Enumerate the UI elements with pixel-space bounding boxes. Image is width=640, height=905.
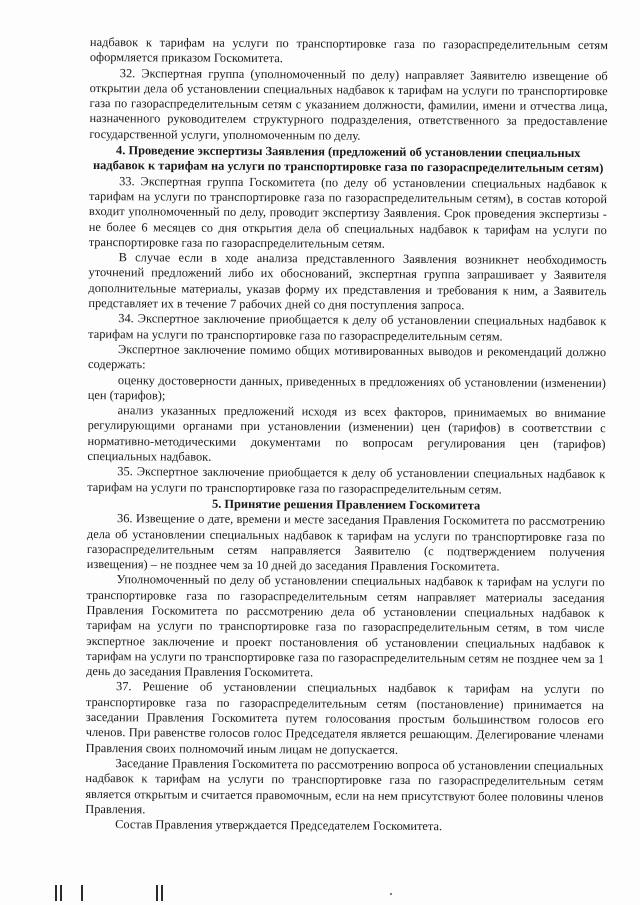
paragraph: 34. Экспертное заключение приобщается к делу об установлении специальных надбавок к тарифам на услуги по транспортировке газа по газораспределительным сетям.	[88, 311, 607, 344]
paragraph: Уполномоченный по делу об установлении специальных надбавок к тарифам на услуги по транспортировке газа по газораспределительным сетям направляет материалы заседания Правления Госкомитета по рассмотрению дела об установлении специальных надбавок к тарифам на услуги по транспортировке газа по газораспределительным сетям, в том числе экспертное заключение и проект постановления об установлении специальных надбавок к тарифам на услуги по транспортировке газа по газораспределительным сетям не позднее чем за 1 день до заседания Правления Госкомитета.	[86, 572, 605, 680]
paragraph: оценку достоверности данных, приведенных в предложениях об установлении (изменении) цен (тарифов);	[87, 372, 606, 403]
paragraph: 37. Решение об установлении специальных надбавок к тарифам на услуги по транспортировке газа по газораспределительным сетям (постановление) принимается на заседании Правления Госкомитета путем голосования простым большинством голосов его членов. При равенстве голосов голос Председателя является решающим. Делегирование членами Правления своих полномочий иным лицам не допускается.	[85, 679, 605, 757]
section-heading: 4. Проведение экспертизы Заявления (предложений об установлении специальных надбавок к тарифам на услуги по транспортировке газа по газораспределительным сетям)	[92, 143, 604, 176]
section-heading: 5. Принятие решения Правлением Госкомитета	[211, 496, 481, 513]
paragraph: 35. Экспертное заключение приобщается к делу об установлении специальных надбавок к тарифам на услуги по транспортировке газа по газораспределительным сетям.	[87, 464, 606, 497]
paragraph: В случае если в ходе анализа представленного Заявления возникнет необходимость уточнений предложений либо их обоснований, экспертная группа запрашивает у Заявителя дополнительные материалы, указав форму их представления и требования к ним, а Заявитель представляет их в течение 7 рабочих дней со дня поступления запроса.	[88, 250, 607, 313]
paragraph: 36. Извещение о дате, времени и месте заседания Правления Госкомитета по рассмотрению дела об установлении специальных надбавок к тарифам на услуги по транспортировке газа по газораспределительным сетям направляется Заявителю (с подтверждением получения извещения) – не позднее чем за 10 дней до заседания Правления Госкомитета.	[86, 511, 606, 574]
paragraph: анализ указанных предложений исходя из всех факторов, принимаемых во внимание регулирующими органами при установлении (изменении) цен (тарифов) в соответствии с нормативно-методическими документами по вопросам регулирования цен (тарифов) специальных надбавок.	[87, 403, 606, 464]
paragraph: 33. Экспертная группа Госкомитета (по делу об установлении специальных надбавок к тарифам на услуги по транспортировке газа по газораспределительным сетям), в состав которой входит уполномоченный по делу, проводит экспертизу Заявления. Срок проведения экспертизы - не более 6 месяцев со дня открытия дела об специальных надбавок к тарифам на услуги по транспортировке газа по газораспределительным сетям.	[88, 173, 608, 251]
document-body	[85, 35, 608, 836]
paragraph: Состав Правления утверждается Председателем Госкомитета.	[115, 817, 443, 834]
paragraph: Заседание Правления Госкомитета по рассмотрению вопроса об установлении специальных надбавок к тарифам на услуги по транспортировке газа по газораспределительным сетям является открытым и считается правомочным, если на нем присутствуют более половины членов Правления.	[85, 756, 604, 817]
paragraph: Экспертное заключение помимо общих мотивированных выводов и рекомендаций должно содержать:	[87, 342, 607, 372]
paragraph: 32. Экспертная группа (уполномоченный по делу) направляет Заявителю извещение об открытии дела об установлении специальных надбавок к тарифам на услуги по транспортировке газа по газораспределительным сетям с указанием должности, фамилии, имени и отчества лица, назначенного руководителем структурного подразделения, ответственного за предоставление государственной услуги, уполномоченным по делу.	[89, 65, 608, 143]
scan-dot	[390, 893, 392, 895]
paragraph: надбавок к тарифам на услуги по транспортировке газа по газораспределительным сетям оформляется приказом Госкомитета.	[89, 35, 608, 66]
scan-marks	[55, 885, 255, 901]
